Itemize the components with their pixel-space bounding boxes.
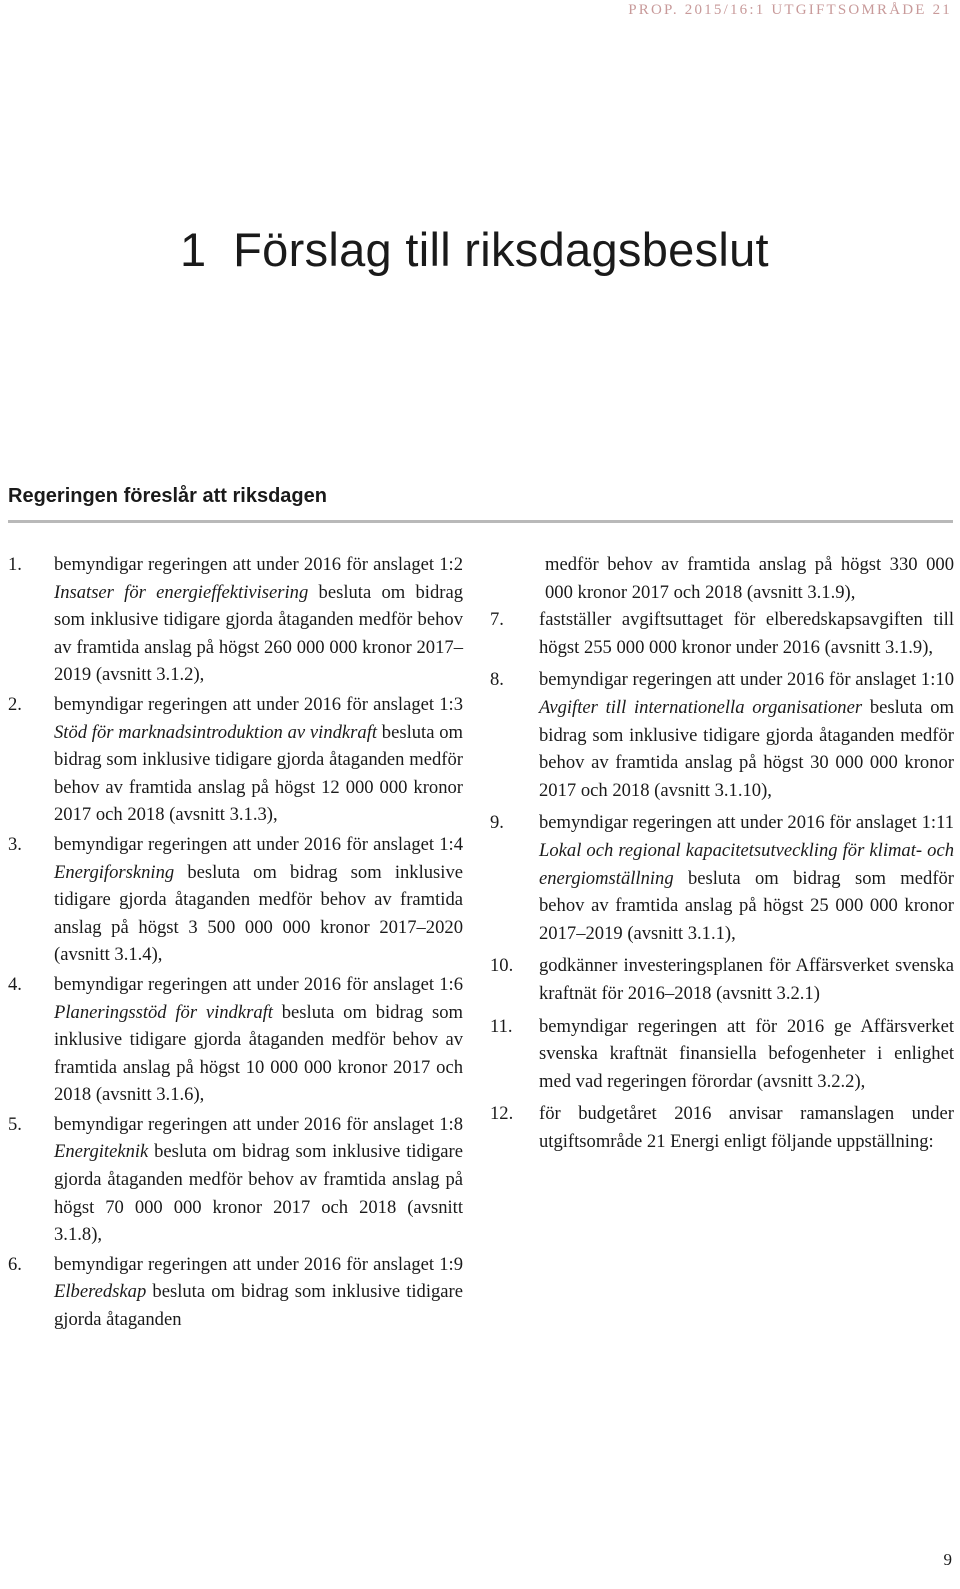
item-text: fastställer avgiftsuttaget för elberedskapsavgiften till högst 255 000 000 kronor under 2016 (avsnitt 3.1.9), xyxy=(539,609,954,658)
item-number: 12. xyxy=(490,1103,514,1125)
item-number: 3. xyxy=(8,833,22,855)
section-divider xyxy=(8,520,953,523)
page-number: 9 xyxy=(943,1550,952,1569)
item-number: 5. xyxy=(8,1113,22,1135)
item-appropriation-title: Energiforskning xyxy=(54,861,175,883)
chapter-title xyxy=(180,222,769,277)
item-text: bemyndigar regeringen att för 2016 ge Affärsverket svenska kraftnät finansiella befogenheter i enlighet med vad regeringen förordar (avsnitt 3.2.2), xyxy=(539,1015,954,1092)
list-item xyxy=(490,606,954,661)
list-item xyxy=(490,666,954,804)
chapter-number: 1 xyxy=(180,223,207,276)
item-appropriation-title: Lokal och regional kapacitetsutveckling för klimat- och energiomställning xyxy=(539,839,954,889)
item-appropriation-title: Avgifter till internationella organisationer xyxy=(539,696,863,718)
item-number: 6. xyxy=(8,1253,22,1275)
item-text: bemyndigar regeringen att under 2016 för anslaget 1:11 Lokal och regional kapacitetsutveckling för klimat- och energiomställning besluta om bidrag som medför behov av framtida anslag på högst 25 000 000 kronor 2017–2019 (avsnitt 3.1.1), xyxy=(539,812,954,944)
item-number: 11. xyxy=(490,1015,513,1037)
item-text: bemyndigar regeringen att under 2016 för anslaget 1:10 Avgifter till internationella organisationer besluta om bidrag som inklusive tidigare gjorda åtaganden medför behov av framtida anslag på högst 30 000 000 kronor 2017 och 2018 (avsnitt 3.1.10), xyxy=(539,669,955,801)
item-appropriation-title: Elberedskap xyxy=(54,1281,147,1303)
item-text: bemyndigar regeringen att under 2016 för anslaget 1:2 Insatser för energieffektivisering besluta om bidrag som inklusive tidigare gjorda åtaganden medför behov av framtida anslag på högst 260 000 000 kronor 2017–2019 (avsnitt 3.1.2), xyxy=(54,554,464,686)
item-number: 4. xyxy=(8,973,22,995)
section-heading: Regeringen föreslår att riksdagen xyxy=(8,485,327,507)
list-item xyxy=(8,1251,463,1334)
item-appropriation-title: Energiteknik xyxy=(54,1141,149,1163)
list-item xyxy=(8,551,463,689)
item-text: för budgetåret 2016 anvisar ramanslagen under utgiftsområde 21 Energi enligt följande uppställning: xyxy=(539,1103,954,1152)
list-item xyxy=(490,952,954,1007)
list-item xyxy=(490,1100,954,1155)
item-continuation: medför behov av framtida anslag på högst 330 000 000 kronor 2017 och 2018 (avsnitt 3.1.9), xyxy=(545,554,954,603)
running-header: PROP. 2015/16:1 UTGIFTSOMRÅDE 21 xyxy=(628,2,952,18)
item-number: 7. xyxy=(490,609,504,631)
right-column xyxy=(490,551,954,1160)
item-text: bemyndigar regeringen att under 2016 för anslaget 1:6 Planeringsstöd för vindkraft besluta om bidrag som inklusive tidigare gjorda åtaganden medför behov av framtida anslag på högst 10 000 000 kronor 2017 och 2018 (avsnitt 3.1.6), xyxy=(54,973,463,1106)
list-item xyxy=(8,971,463,1109)
left-column xyxy=(8,551,463,1336)
list-item xyxy=(490,809,954,947)
chapter-title-text: Förslag till riksdagsbeslut xyxy=(233,223,769,276)
item-appropriation-title: Stöd för marknadsintroduktion av vindkraft xyxy=(54,721,378,743)
item-number: 9. xyxy=(490,812,504,834)
item-text: bemyndigar regeringen att under 2016 för anslaget 1:9 Elberedskap besluta om bidrag som inklusive tidigare gjorda åtaganden xyxy=(54,1253,463,1331)
item-number: 10. xyxy=(490,955,514,977)
item-number: 1. xyxy=(8,554,22,575)
chapter-title-gap xyxy=(206,223,233,276)
item-number: 2. xyxy=(8,693,22,715)
item-text: bemyndigar regeringen att under 2016 för anslaget 1:4 Energiforskning besluta om bidrag som inklusive tidigare gjorda åtaganden medför behov av framtida anslag på högst 3 500 000 000 kronor 2017–2020 (avsnitt 3.1.4), xyxy=(54,833,463,966)
list-item xyxy=(8,1111,463,1249)
item-text: godkänner investeringsplanen för Affärsverket svenska kraftnät för 2016–2018 (avsnitt 3.2.1) xyxy=(539,955,954,1004)
list-item xyxy=(8,831,463,969)
item-text: bemyndigar regeringen att under 2016 för anslaget 1:8 Energiteknik besluta om bidrag som inklusive tidigare gjorda åtaganden medför behov av framtida anslag på högst 70 000 000 kronor 2017 och 2018 (avsnitt 3.1.8), xyxy=(54,1113,463,1246)
item-text: bemyndigar regeringen att under 2016 för anslaget 1:3 Stöd för marknadsintroduktion av vindkraft besluta om bidrag som inklusive tidigare gjorda åtaganden medför behov av framtida anslag på högst 12 000 000 kronor 2017 och 2018 (avsnitt 3.1.3), xyxy=(54,693,463,826)
item-number: 8. xyxy=(490,669,504,691)
list-item xyxy=(8,691,463,829)
item-appropriation-title: Planeringsstöd för vindkraft xyxy=(54,1001,273,1023)
item-appropriation-title: Insatser för energieffektivisering xyxy=(54,581,309,603)
list-item xyxy=(490,1013,954,1096)
